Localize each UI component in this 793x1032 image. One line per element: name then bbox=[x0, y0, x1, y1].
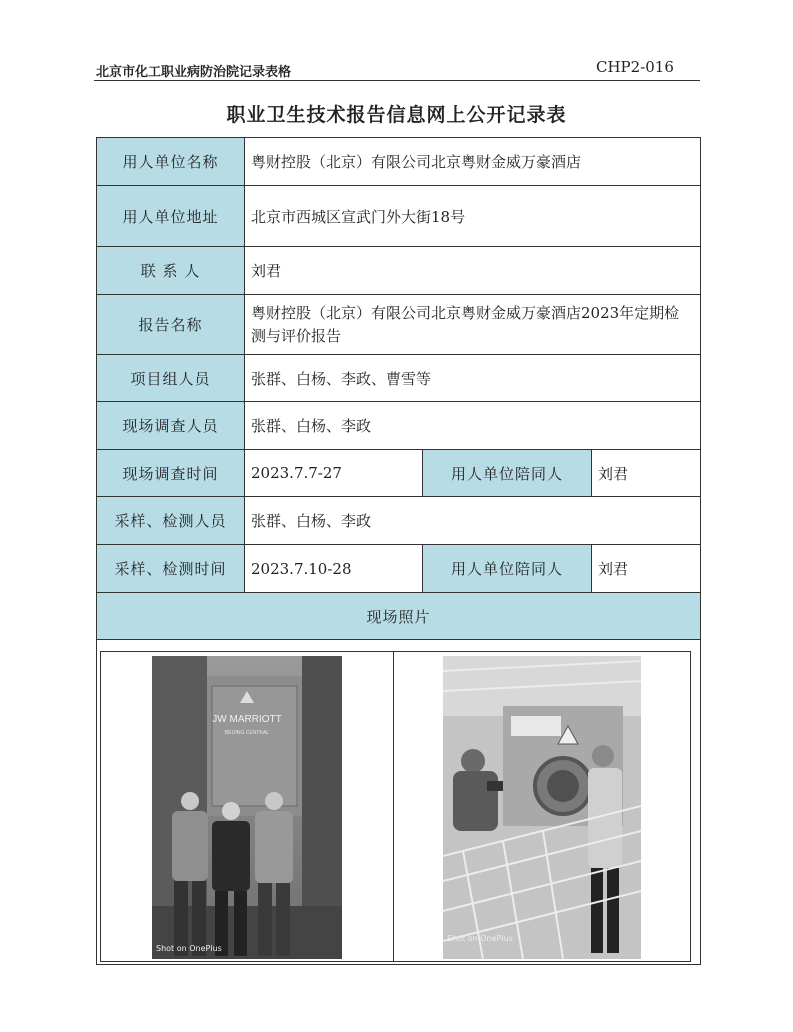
row-sampling-time bbox=[97, 545, 701, 593]
page-title: 职业卫生技术报告信息网上公开记录表 bbox=[226, 104, 567, 126]
photo-divider bbox=[393, 652, 394, 961]
row-unit-address bbox=[97, 186, 701, 247]
row-survey-staff bbox=[97, 402, 701, 450]
sampling-companion-value: 刘君 bbox=[592, 545, 701, 593]
survey-companion-label: 用人单位陪同人 bbox=[423, 450, 592, 497]
photo-laundry bbox=[443, 656, 641, 959]
contact-value: 刘君 bbox=[245, 247, 701, 295]
sampling-staff-label: 采样、检测人员 bbox=[97, 497, 245, 545]
form-code: CHP2-016 bbox=[596, 58, 674, 76]
org-header: 北京市化工职业病防治院记录表格 bbox=[96, 65, 292, 80]
sign-subtext: BEIJING CENTRAL bbox=[224, 730, 270, 736]
unit-name-value: 粤财控股（北京）有限公司北京粤财金威万豪酒店 bbox=[245, 138, 701, 186]
unit-address-label: 用人单位地址 bbox=[97, 186, 245, 247]
row-photos bbox=[97, 640, 701, 965]
row-unit-name bbox=[97, 138, 701, 186]
entrance-photo-image bbox=[152, 656, 342, 959]
team-label: 项目组人员 bbox=[97, 355, 245, 402]
team-value: 张群、白杨、李政、曹雪等 bbox=[245, 355, 701, 402]
header-divider bbox=[94, 80, 700, 81]
photo-section-label: 现场照片 bbox=[97, 593, 701, 640]
survey-staff-value: 张群、白杨、李政 bbox=[245, 402, 701, 450]
row-photo-section bbox=[97, 593, 701, 640]
report-name-value: 粤财控股（北京）有限公司北京粤财金威万豪酒店2023年定期检测与评价报告 bbox=[245, 295, 701, 355]
sampling-time-label: 采样、检测时间 bbox=[97, 545, 245, 593]
row-team bbox=[97, 355, 701, 402]
unit-address-value: 北京市西城区宣武门外大街18号 bbox=[245, 186, 701, 247]
survey-staff-label: 现场调查人员 bbox=[97, 402, 245, 450]
row-contact bbox=[97, 247, 701, 295]
photo-grid bbox=[100, 651, 691, 962]
row-sampling-staff bbox=[97, 497, 701, 545]
survey-time-value: 2023.7.7-27 bbox=[245, 450, 423, 497]
sampling-companion-label: 用人单位陪同人 bbox=[423, 545, 592, 593]
survey-time-label: 现场调查时间 bbox=[97, 450, 245, 497]
report-name-label: 报告名称 bbox=[97, 295, 245, 355]
row-survey-time bbox=[97, 450, 701, 497]
unit-name-label: 用人单位名称 bbox=[97, 138, 245, 186]
sign-text: JW MARRIOTT bbox=[212, 714, 282, 725]
contact-label: 联 系 人 bbox=[97, 247, 245, 295]
photo-entrance bbox=[152, 656, 342, 959]
photo1-watermark: Shot on OnePlus bbox=[156, 944, 222, 953]
sampling-staff-value: 张群、白杨、李政 bbox=[245, 497, 701, 545]
photo2-watermark: Shot on OnePlus bbox=[447, 934, 513, 943]
record-table bbox=[96, 137, 701, 965]
survey-companion-value: 刘君 bbox=[592, 450, 701, 497]
laundry-photo-image bbox=[443, 656, 641, 959]
photos-cell bbox=[97, 640, 701, 965]
row-report-name bbox=[97, 295, 701, 355]
sampling-time-value: 2023.7.10-28 bbox=[245, 545, 423, 593]
